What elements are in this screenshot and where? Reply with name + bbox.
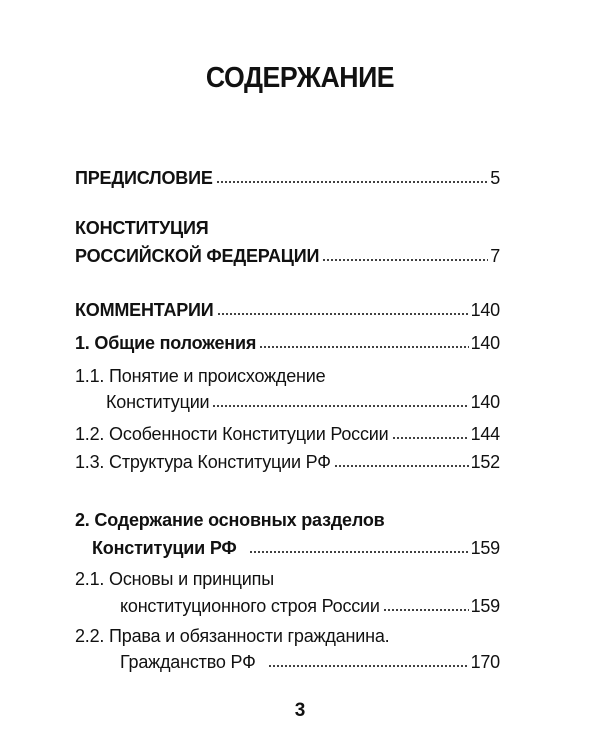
dot-leader (259, 345, 468, 349)
toc-entry-label: 1.2. Особенности Конституции России (75, 424, 389, 444)
toc-page-number: 144 (470, 424, 500, 444)
toc-entry-label: РОССИЙСКОЙ ФЕДЕРАЦИИ (75, 246, 320, 266)
toc-page-number: 140 (470, 300, 500, 320)
toc-entry-label: 1.1. Понятие и происхождение (75, 366, 326, 386)
dot-leader (249, 550, 469, 554)
page-number: 3 (294, 700, 306, 721)
toc-page-number: 159 (470, 538, 500, 558)
toc-entry-label: конституционного строя России (120, 596, 380, 616)
toc-entry-2-2-line1[interactable] (75, 624, 500, 648)
toc-entry-preface[interactable] (75, 166, 500, 190)
dot-leader (212, 404, 468, 408)
page-title: СОДЕРЖАНИЕ (205, 62, 395, 94)
dot-leader (334, 464, 469, 468)
toc-entry-label: Конституции РФ (92, 538, 237, 558)
toc-entry-constitution[interactable] (75, 244, 500, 268)
toc-entry-label: КОНСТИТУЦИЯ (75, 218, 209, 238)
toc-entry-label: ПРЕДИСЛОВИЕ (75, 168, 213, 188)
toc-entry-label: 1.3. Структура Конституции РФ (75, 452, 331, 472)
toc-entry-label: 2.1. Основы и принципы (75, 569, 274, 589)
dot-leader (392, 436, 469, 440)
toc-entry-2-1-line1[interactable] (75, 567, 500, 591)
toc-page-number: 170 (470, 652, 500, 672)
toc-page-number: 152 (470, 452, 500, 472)
toc-entry-label: Гражданство РФ (120, 652, 256, 672)
toc-entry-1-2[interactable] (75, 422, 500, 446)
toc-entry-label: Конституции (106, 392, 210, 412)
toc-page-number: 140 (470, 333, 500, 353)
toc-entry-1-3[interactable] (75, 450, 500, 474)
dot-leader (383, 608, 469, 612)
toc-entry-label: 2. Содержание основных разделов (75, 510, 385, 530)
dot-leader (216, 180, 489, 184)
toc-entry-2-1[interactable] (120, 594, 500, 618)
toc-page-number: 140 (470, 392, 500, 412)
toc-entry-2-2[interactable] (120, 650, 500, 674)
toc-page-number: 5 (490, 168, 500, 188)
toc-entry-label: КОММЕНТАРИИ (75, 300, 214, 320)
toc-entry-2-line1[interactable] (75, 508, 500, 532)
toc-entry-commentary[interactable] (75, 298, 500, 322)
toc-page-number: 159 (470, 596, 500, 616)
toc-entry-label: 1. Общие положения (75, 333, 257, 353)
toc-entry-2[interactable] (92, 536, 500, 560)
toc-entry-constitution-line1[interactable] (75, 216, 500, 240)
toc-entry-1-1[interactable] (106, 390, 500, 414)
dot-leader (268, 664, 469, 668)
toc-page-number: 7 (490, 246, 500, 266)
toc-entry-1-1-line1[interactable] (75, 364, 500, 388)
toc-entry-label: 2.2. Права и обязанности гражданина. (75, 626, 390, 646)
toc-entry-1[interactable] (75, 331, 500, 355)
dot-leader (217, 312, 469, 316)
dot-leader (322, 258, 488, 262)
